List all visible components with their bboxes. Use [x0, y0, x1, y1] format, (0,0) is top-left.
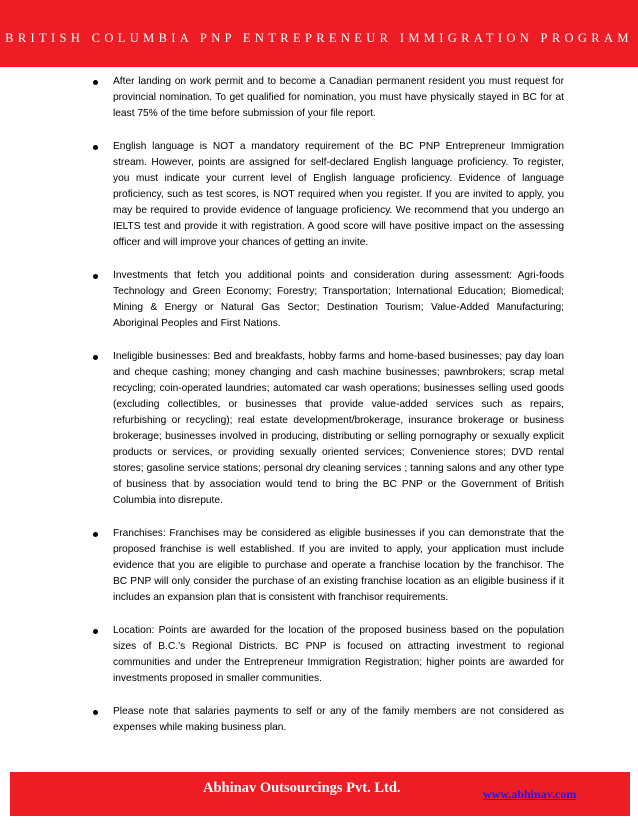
bullet-icon [93, 355, 98, 360]
list-item [92, 268, 564, 332]
list-item [92, 139, 564, 251]
bullet-icon [93, 80, 98, 85]
footer-website-link[interactable]: www.abhinav.com [483, 787, 577, 801]
bullet-icon [93, 274, 98, 279]
list-item [92, 704, 564, 736]
bullet-list [92, 74, 564, 753]
list-item [92, 349, 564, 509]
bullet-icon [93, 532, 98, 537]
bullet-text: Franchises: Franchises may be considered as eligible businesses if you can demonstrate that the proposed franchise is well established. If you are invited to apply, your application must include evidence that you are eligible to purchase and operate a franchise location by the franchisor. The BC PNP will only consider the purchase of an existing franchise location as an eligible business if it includes an expansion plan that is consistent with franchisor requirements. [113, 528, 564, 603]
page-title: BRITISH COLUMBIA PNP ENTREPRENEUR IMMIGRATION PROGRAM [5, 31, 633, 45]
bullet-text: Please note that salaries payments to self or any of the family members are not considered as expenses while making business plan. [113, 706, 564, 733]
bullet-icon [93, 629, 98, 634]
bullet-text: Location: Points are awarded for the location of the proposed business based on the population sizes of B.C.’s Regional Districts. BC PNP is focused on attracting investment to regional communities and under the Entrepreneur Immigration Registration; higher points are awarded for investments proposed in smaller communities. [113, 625, 564, 684]
bullet-text: After landing on work permit and to become a Canadian permanent resident you must request for provincial nomination. To get qualified for nomination, you must have physically stayed in BC for at least 75% of the time before submission of your file report. [113, 76, 564, 119]
bullet-icon [93, 145, 98, 150]
bullet-icon [93, 710, 98, 715]
list-item [92, 526, 564, 606]
list-item [92, 74, 564, 122]
footer-company-name: Abhinav Outsourcings Pvt. Ltd. [203, 780, 401, 796]
bullet-text: Investments that fetch you additional points and consideration during assessment: Agri-foods Technology and Green Economy; Forestry; Transportation; International Education; Biomedical; Mining & Energy or Natural Gas Sector; Destination Tourism; Value-Added Manufacturing; Aboriginal Peoples and First Nations. [113, 270, 564, 329]
bullet-text: Ineligible businesses: Bed and breakfasts, hobby farms and home-based businesses; pay day loan and cheque cashing; money changing and cash machine businesses; pawnbrokers; scrap metal recycling; coin-operated laundries; automated car wash operations; businesses selling used goods (excluding collectibles, or businesses that provide value-added services such as repairs, refurbishing or recycling); real estate development/brokerage, insurance brokerage or business brokerage; businesses involved in producing, distributing or selling pornography or sexually explicit products or services, or providing sexually oriented services; Convenience stores; DVD rental stores; gasoline service stations; personal dry cleaning services ; tanning salons and any other type of business that by association would tend to bring the BC PNP or the Government of British Columbia into disrepute. [113, 351, 564, 506]
bullet-text: English language is NOT a mandatory requirement of the BC PNP Entrepreneur Immigration stream. However, points are assigned for self-declared English language proficiency. To register, you must indicate your current level of English language proficiency. Evidence of language proficiency, such as test scores, is NOT required when you register. If you are invited to apply, you may be required to provide evidence of language proficiency. We recommend that you undergo an IELTS test and provide it with registration. A good score will have positive impact on the assessing officer and will improve your chances of getting an invite. [113, 141, 564, 248]
list-item [92, 623, 564, 687]
